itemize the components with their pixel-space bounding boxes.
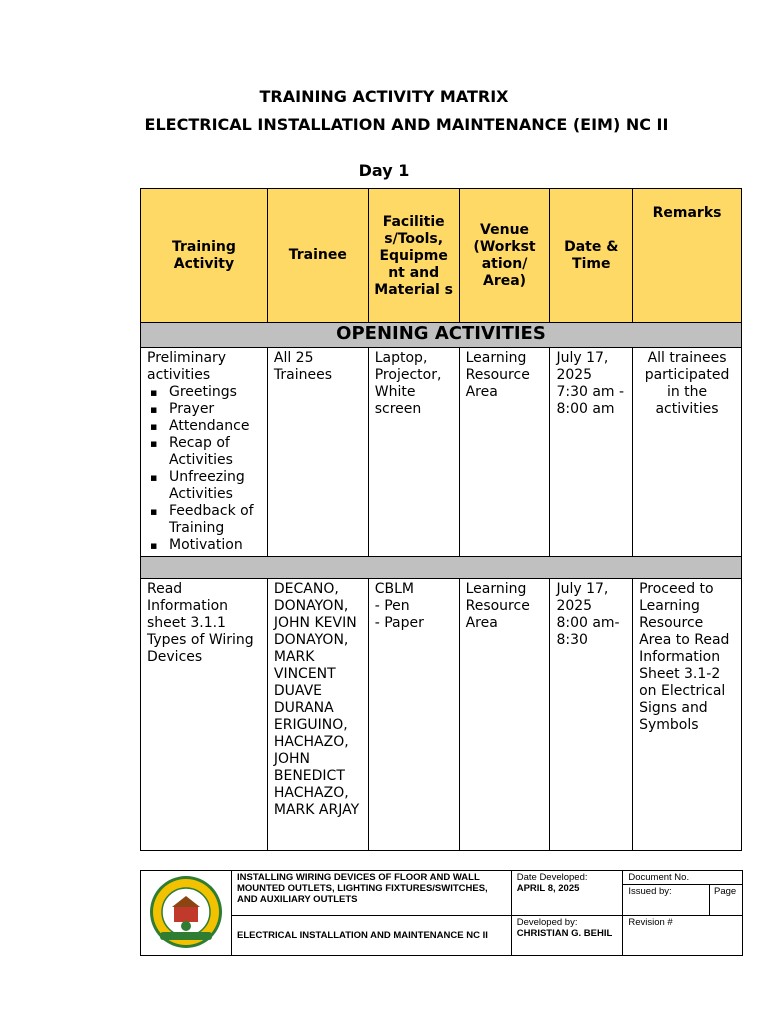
column-header: Remarks	[633, 189, 742, 323]
date-developed-value: APRIL 8, 2025	[516, 883, 580, 894]
activity-cell: Read Information sheet 3.1.1 Types of Wiring Devices	[141, 579, 268, 851]
column-header: Date & Time	[550, 189, 633, 323]
developed-by-cell	[511, 916, 623, 956]
section-header-row	[141, 323, 742, 348]
facility-item: CBLM	[374, 581, 414, 597]
document-footer	[140, 870, 743, 956]
table-header-row	[141, 189, 742, 323]
activity-intro: Preliminary activities	[147, 350, 227, 383]
activity-list	[147, 384, 261, 554]
list-item: ▪ Motivation	[169, 537, 261, 554]
remarks-cell: All trainees participated in the activities	[633, 348, 742, 557]
document-subtitle: ELECTRICAL INSTALLATION AND MAINTENANCE (EIM) NC II	[144, 115, 669, 134]
table-row	[141, 579, 742, 851]
date-time-cell: July 17, 2025 8:00 am-8:30	[550, 579, 633, 851]
list-item: ▪ Greetings	[169, 384, 261, 401]
list-item: ▪ Prayer	[169, 401, 261, 418]
day-label: Day 1	[358, 161, 410, 180]
list-item: ▪ Unfreezing Activities	[169, 469, 261, 503]
date-developed-cell	[511, 871, 623, 916]
facilities-cell: Laptop, Projector, White screen	[368, 348, 459, 557]
list-item: ▪ Recap of Activities	[169, 435, 261, 469]
section-label: OPENING ACTIVITIES	[141, 323, 742, 348]
column-header: Facilitie s/Tools, Equipme nt and Material s	[368, 189, 459, 323]
activity-cell	[141, 348, 268, 557]
trainee-cell: All 25 Trainees	[267, 348, 368, 557]
separator-row	[141, 557, 742, 579]
page-label: Page	[714, 886, 737, 897]
facilities-cell	[368, 579, 459, 851]
document-no-cell	[623, 871, 743, 916]
document-title: TRAINING ACTIVITY MATRIX	[259, 87, 509, 106]
seal-icon	[146, 874, 226, 950]
column-header: Trainee	[267, 189, 368, 323]
remarks-cell: Proceed to Learning Resource Area to Read Information Sheet 3.1-2 on Electrical Signs and Symbols	[633, 579, 742, 851]
table-row	[141, 348, 742, 557]
document-no-label: Document No.	[623, 871, 742, 885]
revision-label: Revision #	[623, 916, 743, 956]
date-time-cell: July 17, 2025 7:30 am - 8:00 am	[550, 348, 633, 557]
trainee-cell: DECANO, DONAYON, JOHN KEVIN DONAYON, MARK VINCENT DUAVE DURANA ERIGUINO, HACHAZO, JOHN BENEDICT HACHAZO, MARK ARJAY	[267, 579, 368, 851]
venue-cell: Learning Resource Area	[459, 348, 550, 557]
column-header: Training Activity	[141, 189, 268, 323]
issued-by-label: Issued by:	[623, 885, 710, 915]
developed-by-label: Developed by:	[516, 917, 578, 928]
column-header: Venue (Workst ation/ Area)	[459, 189, 550, 323]
facility-item: - Paper	[374, 615, 424, 631]
venue-cell: Learning Resource Area	[459, 579, 550, 851]
date-developed-label: Date Developed:	[516, 872, 588, 883]
module-title: INSTALLING WIRING DEVICES OF FLOOR AND WALL MOUNTED OUTLETS, LIGHTING FIXTURES/SWITCHES, AND AUXILIARY OUTLETS	[232, 871, 512, 916]
developed-by-value: CHRISTIAN G. BEHIL	[516, 928, 613, 939]
qualification-title: ELECTRICAL INSTALLATION AND MAINTENANCE NC II	[232, 916, 512, 956]
school-seal-logo	[141, 871, 232, 956]
list-item: ▪ Attendance	[169, 418, 261, 435]
activity-matrix-table	[140, 188, 742, 851]
list-item: ▪ Feedback of Training	[169, 503, 261, 537]
facility-item: - Pen	[374, 598, 410, 614]
